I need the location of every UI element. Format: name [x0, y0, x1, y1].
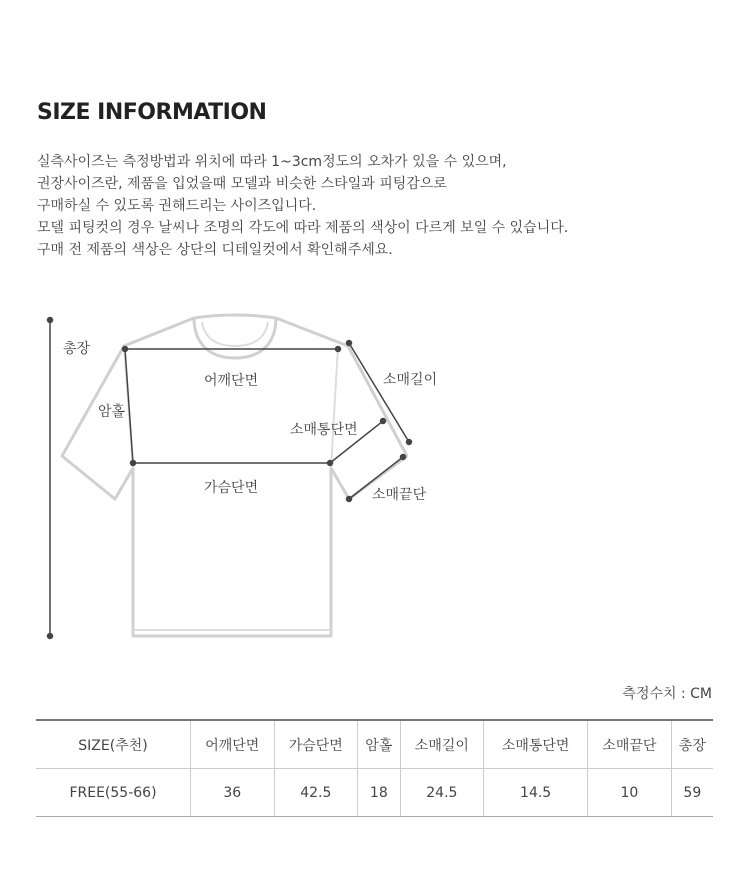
table-header-row: [36, 720, 713, 769]
column-header: 총장: [671, 720, 713, 769]
size-description: [37, 151, 568, 261]
column-header: 소매통단면: [484, 720, 588, 769]
column-header: SIZE(추천): [36, 720, 191, 769]
table-cell: 14.5: [484, 769, 588, 817]
table-cell: 36: [191, 769, 275, 817]
label-sleeve-length: 소매길이: [383, 372, 438, 388]
size-table: [36, 719, 713, 817]
description-line: 구매 전 제품의 색상은 상단의 디테일컷에서 확인해주세요.: [37, 242, 393, 258]
table-cell: 18: [358, 769, 401, 817]
column-header: 가슴단면: [274, 720, 358, 769]
unit-label: 측정수치 : CM: [622, 686, 712, 702]
label-sleeve-opening: 소매끝단: [372, 487, 427, 503]
label-total-length: 총장: [63, 341, 91, 357]
description-line: 실측사이즈는 측정방법과 위치에 따라 1~3cm정도의 오차가 있을 수 있으며,: [37, 154, 507, 170]
table-cell: 42.5: [274, 769, 358, 817]
label-sleeve-width: 소매통단면: [290, 422, 358, 438]
table-row: [36, 769, 713, 817]
description-line: 구매하실 수 있도록 권해드리는 사이즈입니다.: [37, 198, 317, 214]
tshirt-illustration: [0, 300, 750, 660]
table-cell: 59: [671, 769, 713, 817]
description-line: 모델 피팅컷의 경우 날씨나 조명의 각도에 따라 제품의 색상이 다르게 보일 수 있습니다.: [37, 220, 569, 236]
table-cell: 24.5: [400, 769, 484, 817]
tshirt-outline: [62, 315, 407, 636]
sleeve-length-line: [349, 343, 409, 442]
label-armhole: 암홀: [98, 404, 126, 420]
column-header: 어깨단면: [191, 720, 275, 769]
label-chest: 가슴단면: [204, 480, 259, 496]
page-title: SIZE INFORMATION: [37, 100, 267, 125]
table-cell: FREE(55-66): [36, 769, 191, 817]
table-cell: 10: [588, 769, 672, 817]
tshirt-collar-inner: [202, 322, 268, 346]
label-shoulder: 어깨단면: [204, 373, 259, 389]
column-header: 소매끝단: [588, 720, 672, 769]
armhole-line: [125, 349, 133, 463]
tshirt-measurement-diagram: [0, 300, 750, 660]
column-header: 소매길이: [400, 720, 484, 769]
description-line: 권장사이즈란, 제품을 입었을때 모델과 비슷한 스타일과 피팅감으로: [37, 176, 447, 192]
tshirt-collar: [194, 318, 276, 358]
column-header: 암홀: [358, 720, 401, 769]
